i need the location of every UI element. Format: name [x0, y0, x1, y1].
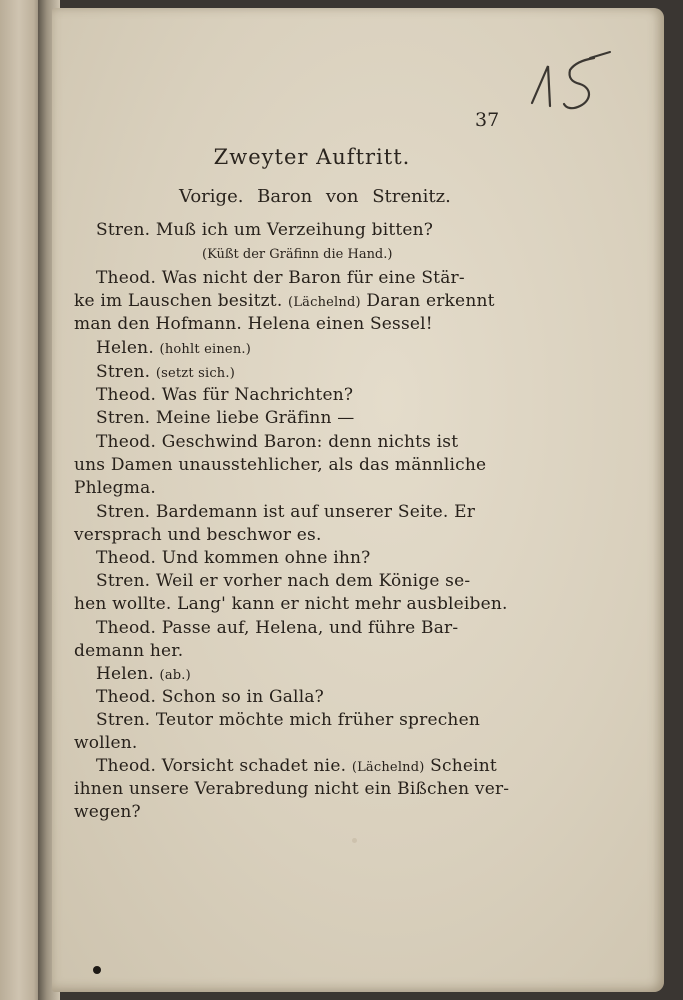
- speaker-name: Theod.: [96, 687, 157, 707]
- text-line: [74, 478, 156, 498]
- text-line: [74, 291, 495, 311]
- persons-line: Vorige. Baron von Strenitz.: [179, 186, 451, 207]
- speaker-name: Stren.: [96, 710, 151, 730]
- dialogue-text: Passe auf, Helena, und führe Bar-: [161, 618, 459, 638]
- text-line: [96, 618, 458, 638]
- text-line: [74, 594, 508, 614]
- text-line: [74, 802, 141, 822]
- scene-heading: Zweyter Auftritt.: [213, 145, 411, 169]
- dialogue-text: ke im Lauschen besitzt.: [74, 291, 283, 311]
- dialogue-text: Schon so in Galla?: [161, 687, 324, 707]
- dialogue-text: Phlegma.: [74, 478, 157, 498]
- page-number: 37: [475, 109, 500, 131]
- handwritten-folio-number: [522, 48, 622, 118]
- speaker-name: Theod.: [96, 756, 157, 776]
- text-line: [96, 502, 475, 522]
- paper-stain: [352, 838, 357, 843]
- dialogue-text: hen wollte. Lang' kann er nicht mehr ausbleiben.: [74, 594, 508, 614]
- handwritten-number-text: 15: [522, 48, 524, 49]
- speaker-name: Stren.: [96, 220, 151, 240]
- text-line: [96, 756, 497, 776]
- speaker-name: Theod.: [96, 548, 157, 568]
- speaker-name: Stren.: [96, 362, 151, 382]
- text-line: [96, 432, 458, 452]
- text-line: [74, 314, 433, 334]
- stage-direction: (Lächelnd): [351, 760, 425, 775]
- stage-direction: (Küßt der Gräfinn die Hand.): [202, 247, 393, 262]
- stage-direction: (Lächelnd): [288, 295, 361, 310]
- dialogue-text: uns Damen unausstehlicher, als das männliche: [74, 455, 487, 475]
- dialogue-text: Daran erkennt: [366, 291, 495, 311]
- dialogue-text: wegen?: [74, 802, 141, 822]
- speaker-name: Theod.: [96, 385, 157, 405]
- dialogue-text: Meine liebe Gräfinn —: [155, 408, 355, 428]
- dialogue-text: man den Hofmann. Helena einen Sessel!: [74, 314, 433, 334]
- text-line: [96, 338, 251, 358]
- text-line: [96, 571, 470, 591]
- speaker-name: Helen.: [96, 338, 154, 358]
- dialogue-text: Und kommen ohne ihn?: [161, 548, 371, 568]
- text-line: [74, 641, 183, 661]
- speaker-name: Stren.: [96, 571, 151, 591]
- page-sheet: [52, 8, 664, 992]
- dialogue-text: Weil er vorher nach dem Könige se-: [155, 571, 471, 591]
- dialogue-text: Was für Nachrichten?: [161, 385, 354, 405]
- speaker-name: Theod.: [96, 618, 157, 638]
- text-line: [96, 220, 433, 240]
- text-line: [96, 548, 370, 568]
- text-line: [96, 687, 324, 707]
- dialogue-text: Bardemann ist auf unserer Seite. Er: [155, 502, 476, 522]
- dialogue-text: wollen.: [74, 733, 138, 753]
- text-line: [74, 779, 509, 799]
- dialogue-text: Scheint: [430, 756, 497, 776]
- dialogue-text: Vorsicht schadet nie.: [161, 756, 347, 776]
- text-line: [96, 268, 465, 288]
- text-line: [96, 710, 480, 730]
- text-line: [74, 525, 322, 545]
- text-line: [96, 408, 355, 428]
- text-line: [74, 733, 137, 753]
- text-line: [96, 362, 235, 382]
- text-line: [96, 664, 191, 684]
- stage-direction: (setzt sich.): [155, 366, 235, 381]
- dialogue-text: Was nicht der Baron für eine Stär-: [161, 268, 465, 288]
- dialogue-text: ihnen unsere Verabredung nicht ein Bißchen ver-: [74, 779, 510, 799]
- dialogue-text: Teutor möchte mich früher sprechen: [155, 710, 480, 730]
- speaker-name: Theod.: [96, 268, 157, 288]
- speaker-name: Theod.: [96, 432, 157, 452]
- stage-direction: (hohlt einen.): [159, 342, 251, 357]
- dialogue-text: demann her.: [74, 641, 184, 661]
- speaker-name: Stren.: [96, 502, 151, 522]
- speaker-name: Helen.: [96, 664, 154, 684]
- dialogue-text: versprach und beschwor es.: [74, 525, 322, 545]
- dialogue-text: Geschwind Baron: denn nichts ist: [161, 432, 459, 452]
- dialogue-text: Muß ich um Verzeihung bitten?: [155, 220, 434, 240]
- text-line: [96, 385, 353, 405]
- ink-dot: [93, 966, 101, 974]
- text-line: [74, 455, 486, 475]
- stage-direction: (ab.): [159, 668, 191, 683]
- speaker-name: Stren.: [96, 408, 151, 428]
- facing-page-edge: [0, 0, 42, 1000]
